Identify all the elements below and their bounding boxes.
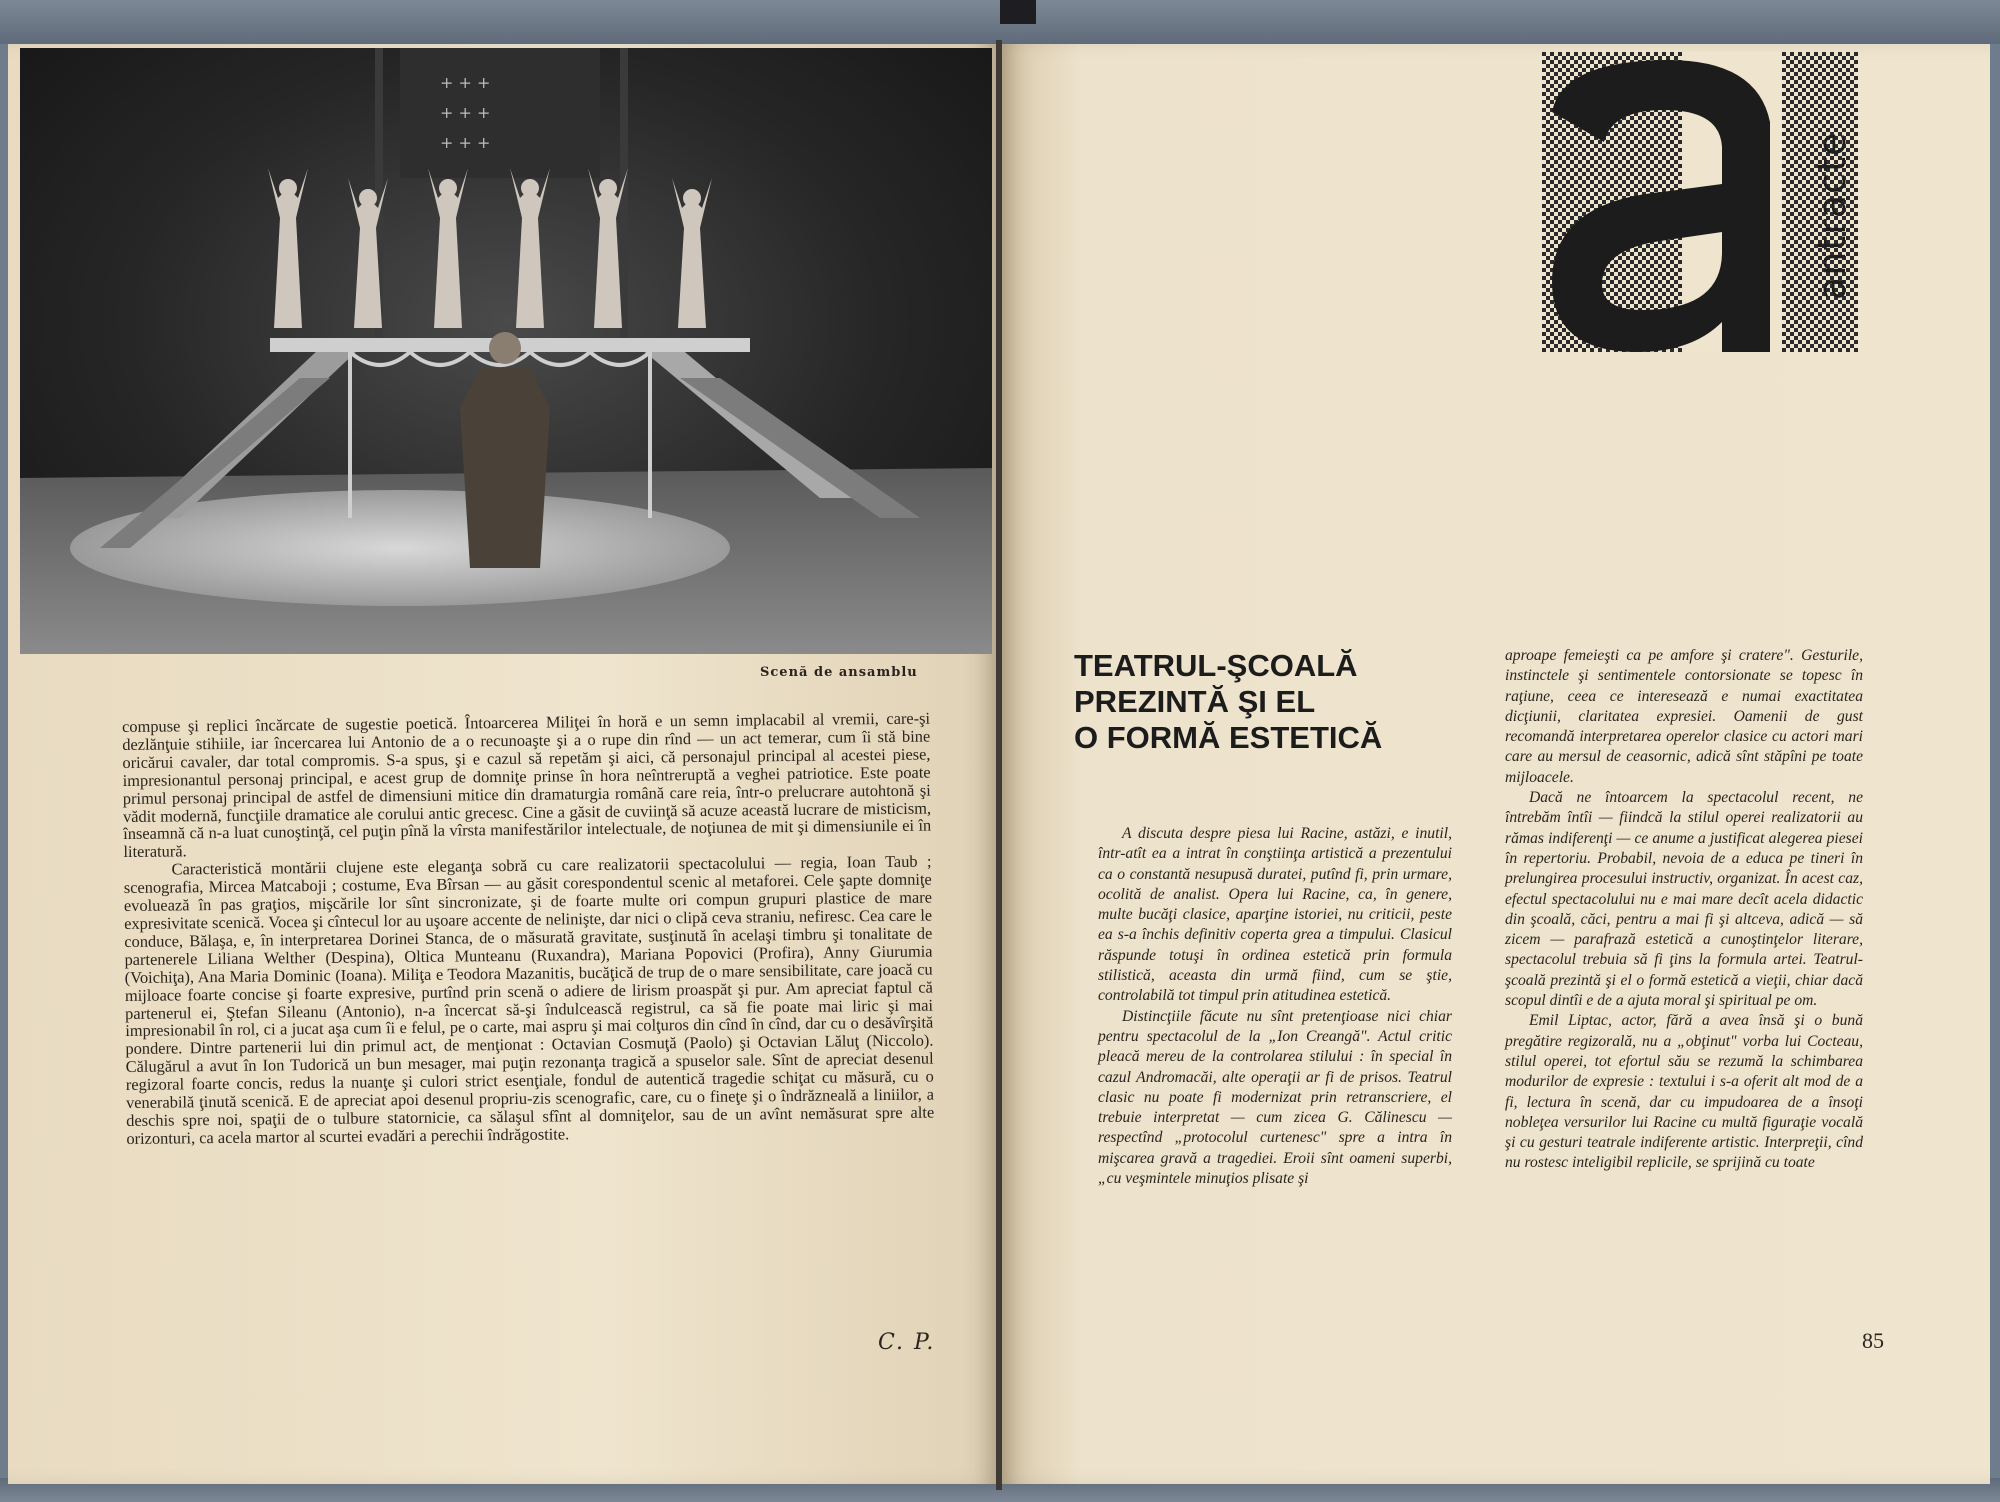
col2-paragraph-2: Dacă ne întoarcem la spectacolul recent, ne întrebăm întîi — fiindcă la stilul operei realizatorii au rămas indiferenţi — ce anume a justificat alegerea piesei în repertoriu. Probabil, nevoia de a educa pe tineri în prelungirea procesului instructiv, organizat. În acest caz, efectul spectacolului nu e mai mare decît acela didactic din şcoală, căci, pentru a mai fi şi altceva, adică — să zicem — parafrază estetică a cunoştinţelor literare, spectacolul trebuia să fi ţins la formula artei. Teatrul-şcoală prezintă şi el o formă estetică a vieţii, chiar dacă scopul dintîi e de a ajuta moral şi spiritual pe om.: [1505, 789, 1863, 1010]
spine-tab: [1000, 0, 1036, 24]
headline-line-3: O FORMĂ ESTETICĂ: [1074, 720, 1383, 755]
svg-text:+ + +: + + +: [440, 73, 491, 92]
left-article-body: [122, 710, 934, 1148]
left-paragraph-2: Caracteristică montării clujene este eleganţa sobră cu care realizatorii spectacolului — regia, Ioan Taub ; scenografia, Mircea Matcaboji ; costume, Eva Bîrsan — au găsit corespondentul scenic al metaforei. Cele şapte domniţe evoluează în pas graţios, mişcările lor sînt sincronizate, şi de foarte multe ori compun grupuri plastice de mare expresivitate scenică. Vocea şi cîntecul lor au uşoare accente de nelinişte, dar nici o clipă ceva straniu, nefiresc. Cea care le conduce, Bălaşa, e, în interpretarea Dorinei Stanca, de o măsurată gravitate, susţinută în acelaşi timbru şi tonalitate de partenerele Liliana Welther (Despina), Oltica Munteanu (Ruxandra), Mariana Popovici (Profira), Anny Giurumia (Voichiţa), Ana Maria Dominic (Ioana). Miliţa e Teodora Mazanitis, bucăţică de trup de o mare sensibilitate, care joacă cu mijloace foarte concise şi foarte expresive, purtînd prin scenă o adiere de lirism proaspăt şi pur. Am apreciat faptul că partenerul ei, Ştefan Sileanu (Antonio), n-a încercat să-şi îndulcească registrul, ca să fie poate mai liric şi mai impresionabil în rol, ci a jucat aşa cum îi e felul, pe o carte, mai aspru şi mai colţuros din cînd în cînd, dar cu o desăvîrşită pondere. Dintre partenerii lui din primul act, de menţionat : Octavian Cosmuţă (Paolo) şi Octavian Lăluţ (Niccolo). Călugărul a avut în Ion Tudorică un bun mesager, mai puţin rezonanţa tragică a spuselor sale. Sînt de apreciat desenul regizoral foarte concis, redus la nuanţe şi culori strict esenţiale, fondul de autentică tragedie schiţat cu măsură, cu o venerabilă ţinută scenică. E de apreciat apoi desenul propriu-zis scenografic, care, cu o fineţe şi o îndrăzneală a liniilor, a deschis spre noi, spaţii de o tulbure statornicie, ca sălaşul sfînt al domniţelor, sau de un avînt nemăsurat spre alte orizonturi, ca acela martor al scurtei evadări a perechii îndrăgostite.: [123, 851, 935, 1148]
col1-paragraph-1: A discuta despre piesa lui Racine, astăzi, e inutil, într-atît ea a intrat în conştiinţa artistică a prezentului ca o constantă nesupusă duratei, putînd fi, prin urmare, ocolită de analist. Opera lui Racine, ca, în genere, multe bucăţi clasice, aparţine istoriei, nu criticii, peste ea s-a închis definitiv coperta grea a timpului. Clasicul răspunde totuşi în ordinea estetică prin formula stilistică, aceasta din urmă fiind, cum se ştie, controlabilă tot timpul prin atitudinea estetică.: [1098, 825, 1452, 1005]
col2-paragraph-3: Emil Liptac, actor, fără a avea însă şi o bună pregătire regizorală, nu a „obţinut" vorba lui Cocteau, stilul operei, tot efortul său se rezumă la schimbarea modurilor de expresie : textului i s-a oferit alt mod de a fi, lectura în scenă, dar cu impudoarea de a însoţi nobleţea versurilor lui Racine cu multă figuraţie vocală şi cu gesturi teatrale indiferente artistic. Interpreţii, cînd nu rostesc inteligibil replicile, se sprijină cu toate: [1505, 1012, 1863, 1172]
svg-text:+ + +: + + +: [440, 103, 491, 122]
svg-text:+ + +: + + +: [440, 133, 491, 152]
photo-caption: Scenă de ansamblu: [760, 665, 918, 680]
headline-line-1: TEATRUL-ŞCOALĂ: [1074, 648, 1358, 683]
article-headline: [1074, 648, 1494, 756]
page-number: 85: [1862, 1328, 1884, 1353]
section-label: antracte: [1810, 131, 1854, 300]
stage-photo-illustration: [20, 48, 992, 654]
col1-paragraph-2: Distincţiile făcute nu sînt pretenţioase nici chiar pentru spectacolul de la „Ion Creangă". Actul critic pleacă mereu de la controlarea stilului : în special în cazul Andromacăi, alte operaţii ar fi de prisos. Teatrul clasic nu poate fi modernizat prin retranscriere, el trebuie interpretat — cum zicea G. Călinescu — respectînd „protocolul curtenesc" spre a intra în mişcarea gravă a tragediei. Eroii sînt oameni superbi, „cu veşmintele minuţios plisate şi: [1098, 1007, 1452, 1188]
article-column-1: [1098, 824, 1452, 1189]
col2-paragraph-1: aproape femeieşti ca pe amfore şi cratere". Gesturile, instinctele şi sentimentele contorsionate se topesc în raţiune, ceea ce interesează e numai exactitatea dicţiunii, claritatea expresiei. Oamenii de gust recomandă interpretarea operelor clasice cu actori mari care au mersul de ceasornic, adică sînt stăpîni pe toate mijloacele.: [1505, 647, 1863, 786]
headline-line-2: PREZINTĂ ŞI EL: [1074, 684, 1316, 719]
stage-photo: [20, 48, 992, 654]
article-column-2: [1505, 646, 1863, 1174]
author-signature: C. P.: [878, 1330, 936, 1355]
left-paragraph-1: compuse şi replici încărcate de sugestie poetică. Întoarcerea Miliţei în horă e un semn implacabil al vremii, care-şi dezlănţuie stihiile, iar încercarea lui Antonio de a o recunoaşte şi a o rupe din rînd — un act temerar, cum îi stă bine oricărui cavaler, dar total compromis. S-a spus, şi e cazul să repetăm şi aici, că personajul principal al acestei piese, impresionantul personaj principal, e acest grup de domniţe prinse în hora neîntreruptă a veghei patriotice. Este poate primul personaj principal de astfel de dimensiuni mitice din dramaturgia română care reia, într-o prelucrare autohtonă şi vădit modernă, funcţiile dramatice ale corului antic grecesc. Cine a găsit de cuviinţă să acuze această lucrare de misticism, înseamnă că n-a luat cunoştinţă, cel puţin pînă la vîrsta manifestărilor intelectuale, de noţiunea de mit şi dimensiunile ei în literatură.: [121, 708, 932, 862]
